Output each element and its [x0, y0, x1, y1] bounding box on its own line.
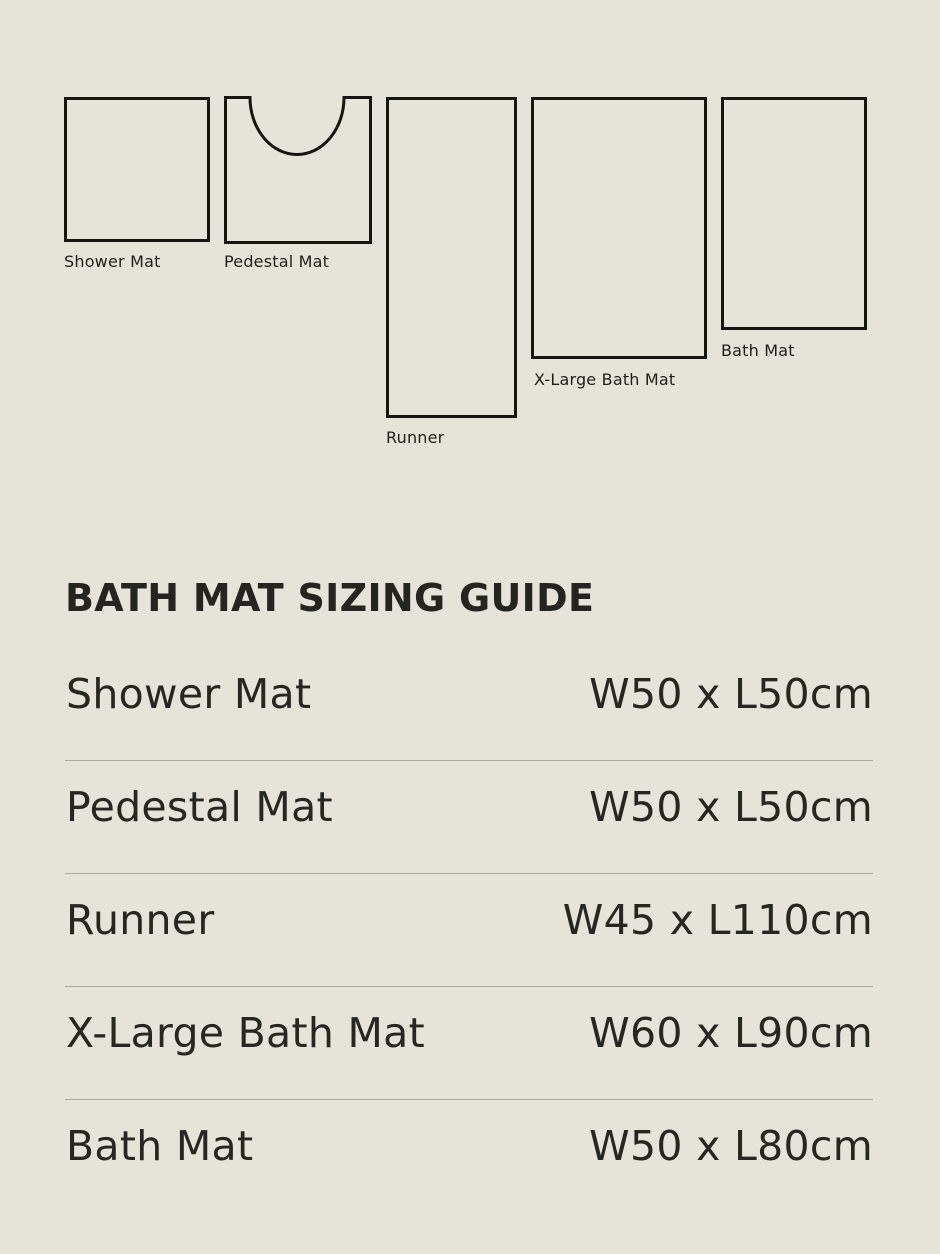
table-row — [65, 987, 873, 1100]
mat-name: Runner — [66, 896, 215, 944]
bath-mat-label: Bath Mat — [721, 341, 795, 360]
mat-name: Pedestal Mat — [66, 783, 333, 831]
size-table — [65, 648, 873, 1213]
mat-name: Shower Mat — [66, 670, 312, 718]
mat-shapes-diagram — [0, 0, 940, 460]
shower-mat-label: Shower Mat — [64, 252, 161, 271]
mat-dimensions: W50 x L50cm — [589, 670, 873, 718]
mat-dimensions: W50 x L80cm — [589, 1122, 873, 1170]
pedestal-mat-label: Pedestal Mat — [224, 252, 330, 271]
shower-mat-outline — [64, 97, 210, 242]
x-large-bath-mat-outline — [531, 97, 707, 359]
table-row — [65, 874, 873, 987]
mat-dimensions: W45 x L110cm — [562, 896, 873, 944]
runner-outline — [386, 97, 517, 418]
mat-name: X-Large Bath Mat — [66, 1009, 425, 1057]
page-title: BATH MAT SIZING GUIDE — [65, 576, 595, 620]
pedestal-mat-outline — [222, 94, 374, 246]
table-row — [65, 761, 873, 874]
x-large-bath-mat-label: X-Large Bath Mat — [534, 370, 676, 389]
runner-label: Runner — [386, 428, 445, 447]
bath-mat-outline — [721, 97, 867, 330]
table-row — [65, 1100, 873, 1213]
mat-dimensions: W50 x L50cm — [589, 783, 873, 831]
mat-dimensions: W60 x L90cm — [589, 1009, 873, 1057]
mat-name: Bath Mat — [66, 1122, 254, 1170]
table-row — [65, 648, 873, 761]
